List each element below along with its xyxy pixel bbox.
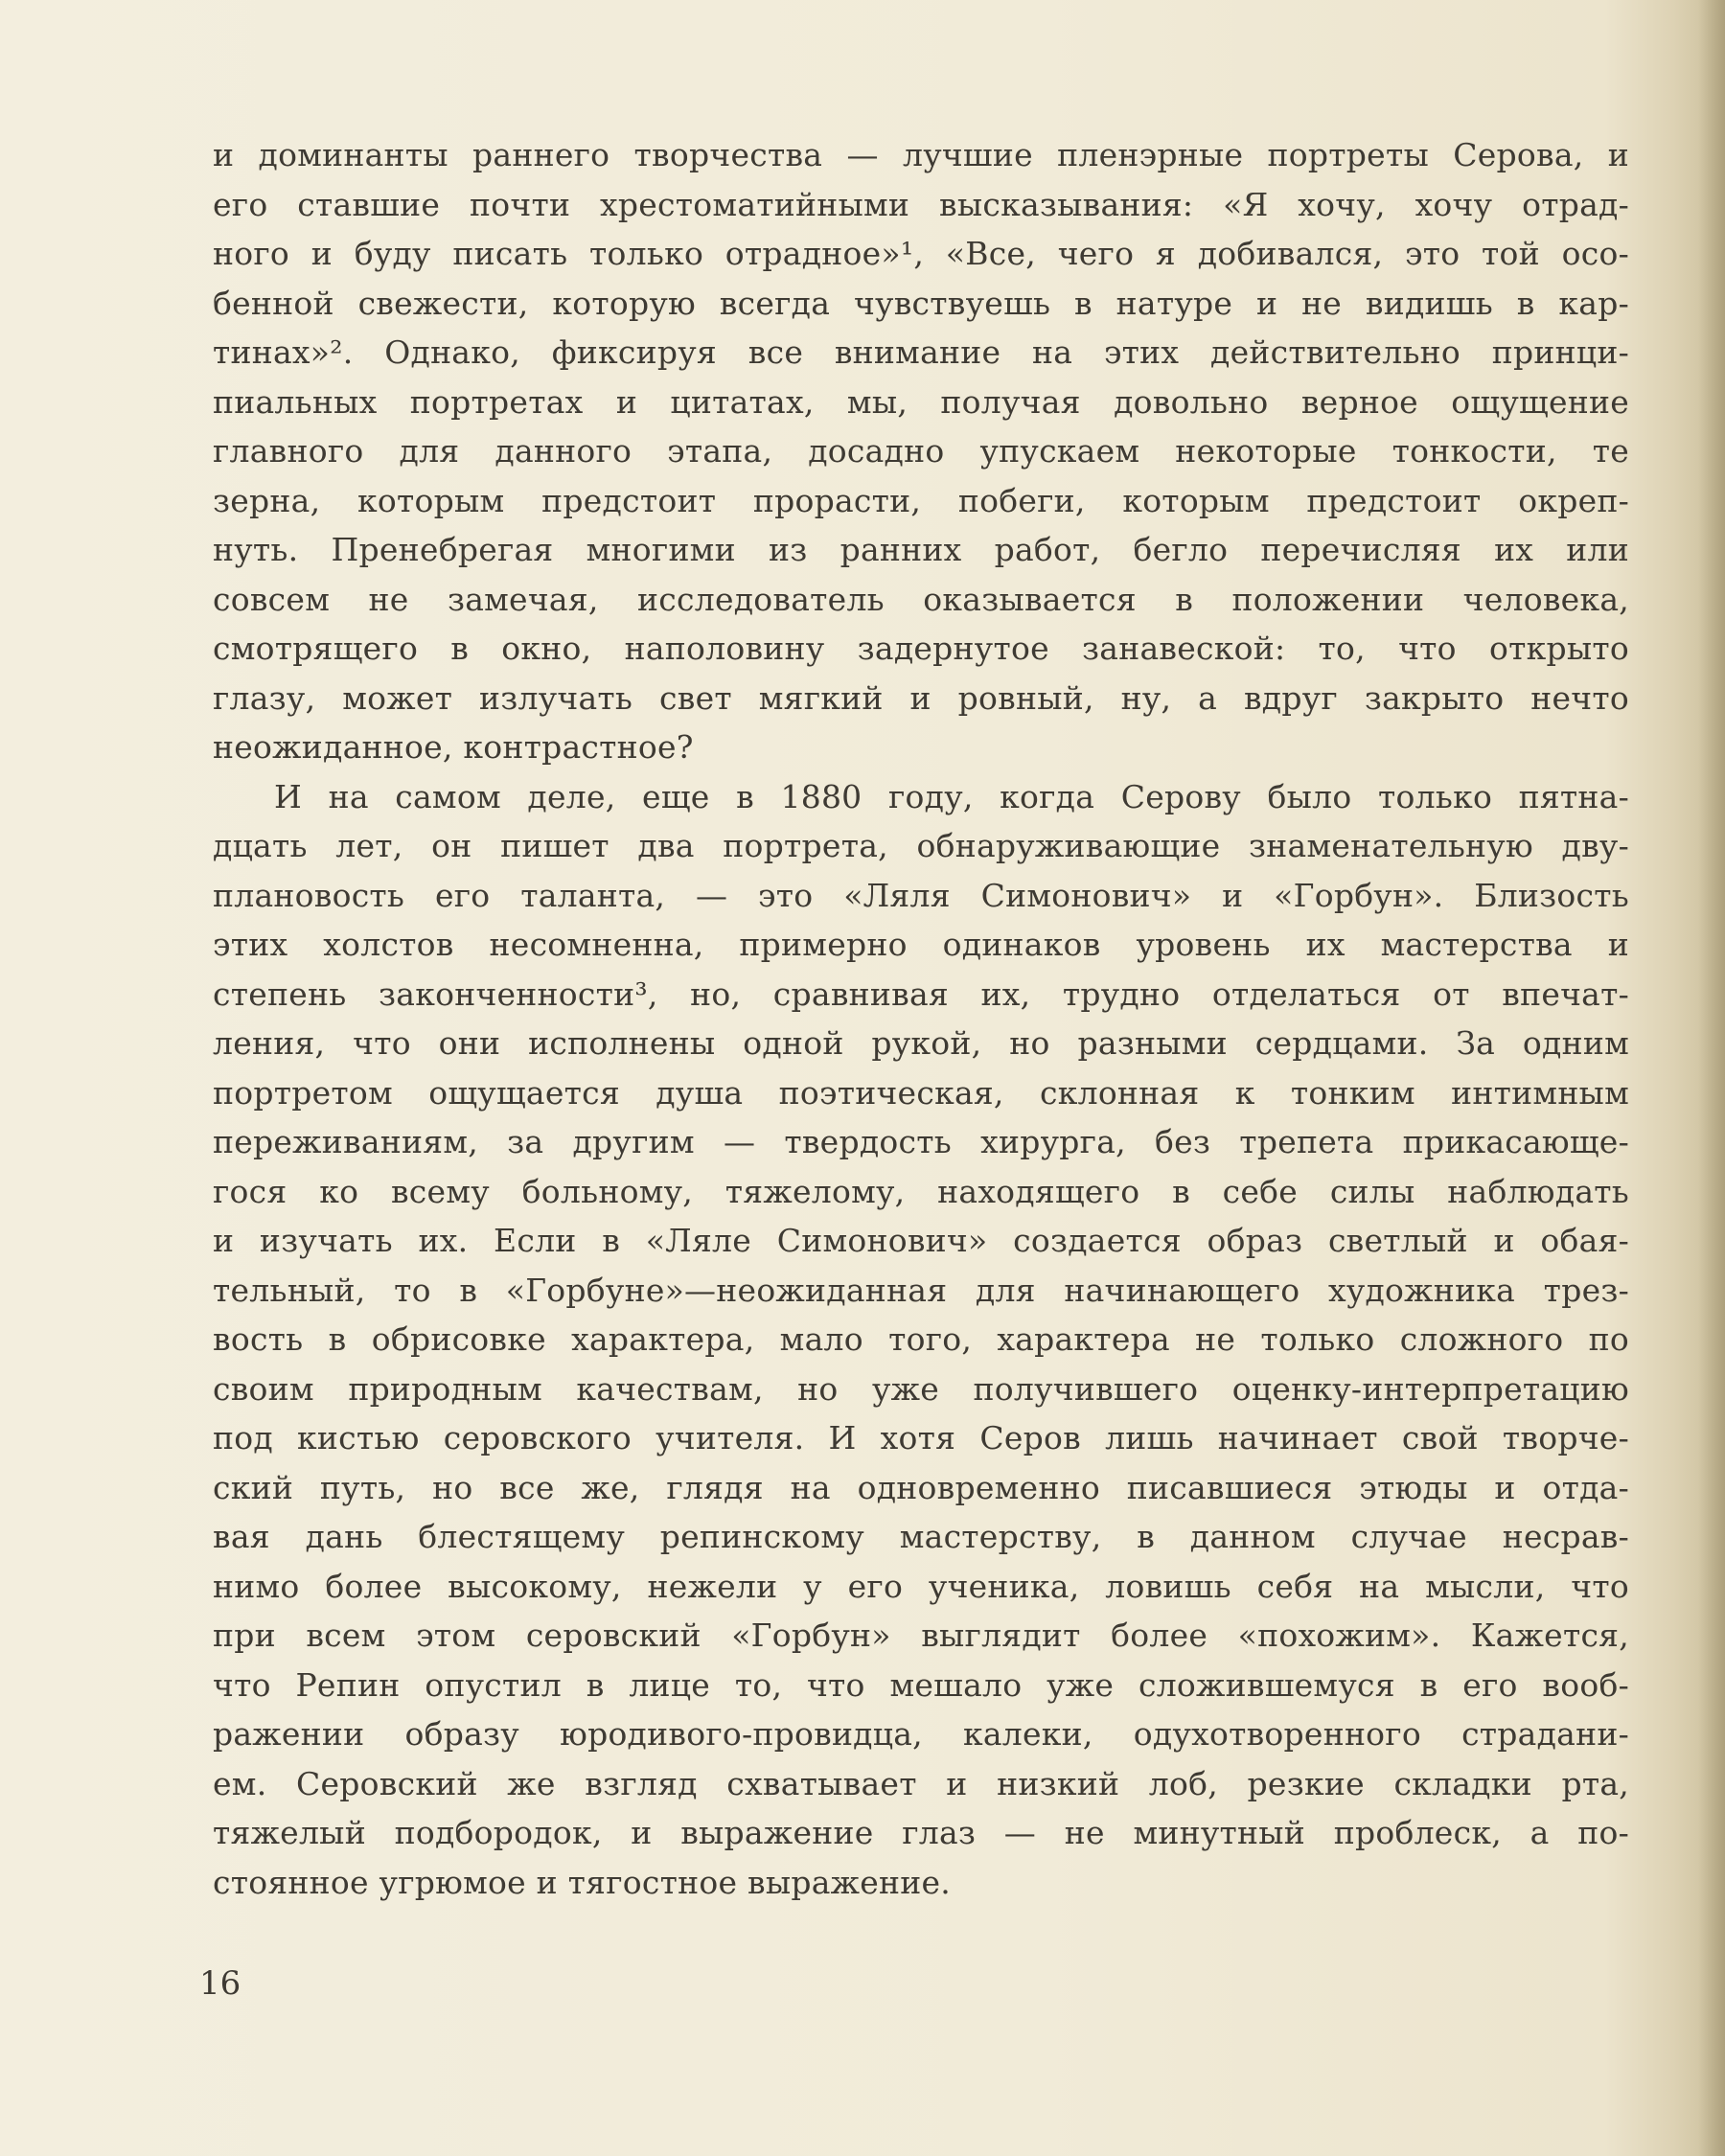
text-line: ем. Серовский же взгляд схватывает и низкий лоб, резкие складки рта, xyxy=(213,1764,1629,1802)
page-number: 16 xyxy=(199,1964,242,2003)
text-line: тяжелый подбородок, и выражение глаз — не минутный проблеск, а по- xyxy=(213,1814,1629,1851)
text-line: при всем этом серовский «Горбун» выглядит более «похожим». Кажется, xyxy=(213,1617,1629,1654)
text-line: ражении образу юродивого-провидца, калеки, одухотворенного страдани- xyxy=(213,1715,1629,1753)
text-line: нуть. Пренебрегая многими из ранних работ, бегло перечисляя их или xyxy=(213,531,1629,568)
body-text xyxy=(213,130,1629,1907)
text-line: тельный, то в «Горбуне»—неожиданная для начинающего художника трез- xyxy=(213,1271,1629,1309)
text-line: нимо более высокому, нежели у его ученика, ловишь себя на мысли, что xyxy=(213,1567,1629,1605)
text-line: пиальных портретах и цитатах, мы, получая довольно верное ощущение xyxy=(213,382,1629,421)
text-line: главного для данного этапа, досадно упускаем некоторые тонкости, те xyxy=(213,432,1629,470)
text-line: неожиданное, контрастное? xyxy=(213,728,694,766)
text-line: своим природным качествам, но уже получившего оценку-интерпретацию xyxy=(213,1369,1629,1408)
text-line: ский путь, но все же, глядя на одновременно писавшиеся этюды и отда- xyxy=(213,1468,1629,1506)
text-line: И на самом деле, еще в 1880 году, когда Серову было только пятна- xyxy=(274,777,1629,815)
paragraph-1 xyxy=(213,130,1629,772)
text-line: смотрящего в окно, наполовину задернутое занавеской: то, что открыто xyxy=(213,630,1629,667)
text-line: степень законченности³, но, сравнивая их, трудно отделаться от впечат- xyxy=(213,975,1629,1013)
text-line: тинах»². Однако, фиксируя все внимание на этих действительно принци- xyxy=(213,333,1629,371)
paragraph-2 xyxy=(213,772,1629,1908)
text-line: его ставшие почти хрестоматийными высказывания: «Я хочу, хочу отрад- xyxy=(213,185,1629,223)
text-line: плановость его таланта, — это «Ляля Симонович» и «Горбун». Близость xyxy=(213,876,1629,914)
text-line: переживаниям, за другим — твердость хирурга, без трепета прикасающе- xyxy=(213,1123,1629,1160)
text-line: стоянное угрюмое и тягостное выражение. xyxy=(213,1863,952,1901)
text-line: бенной свежести, которую всегда чувствуешь в натуре и не видишь в кар- xyxy=(213,284,1629,322)
text-line: под кистью серовского учителя. И хотя Серов лишь начинает свой творче- xyxy=(213,1419,1629,1456)
text-line: глазу, может излучать свет мягкий и ровный, ну, а вдруг закрыто нечто xyxy=(213,678,1629,717)
text-line: ного и буду писать только отрадное»¹, «Все, чего я добивался, это той осо- xyxy=(213,235,1629,272)
text-line: и доминанты раннего творчества — лучшие пленэрные портреты Серова, и xyxy=(213,136,1629,173)
page-edge-shadow xyxy=(1698,0,1725,2156)
text-line: гося ко всему больному, тяжелому, находящего в себе силы наблюдать xyxy=(213,1172,1629,1210)
text-line: вая дань блестящему репинскому мастерству, в данном случае несрав- xyxy=(213,1518,1629,1555)
text-line: портретом ощущается душа поэтическая, склонная к тонким интимным xyxy=(213,1073,1629,1112)
text-line: дцать лет, он пишет два портрета, обнаруживающие знаменательную дву- xyxy=(213,827,1629,864)
text-line: что Репин опустил в лице то, что мешало уже сложившемуся в его вооб- xyxy=(213,1665,1629,1704)
text-line: ления, что они исполнены одной рукой, но разными сердцами. За одним xyxy=(213,1024,1629,1062)
text-line: и изучать их. Если в «Ляле Симонович» создается образ светлый и обая- xyxy=(213,1222,1629,1259)
text-line: этих холстов несомненна, примерно одинаков уровень их мастерства и xyxy=(213,926,1629,963)
text-line: зерна, которым предстоит прорасти, побеги, которым предстоит окреп- xyxy=(213,481,1629,519)
text-line: вость в обрисовке характера, мало того, характера не только сложного по xyxy=(213,1320,1629,1358)
text-line: совсем не замечая, исследователь оказывается в положении человека, xyxy=(213,580,1629,618)
